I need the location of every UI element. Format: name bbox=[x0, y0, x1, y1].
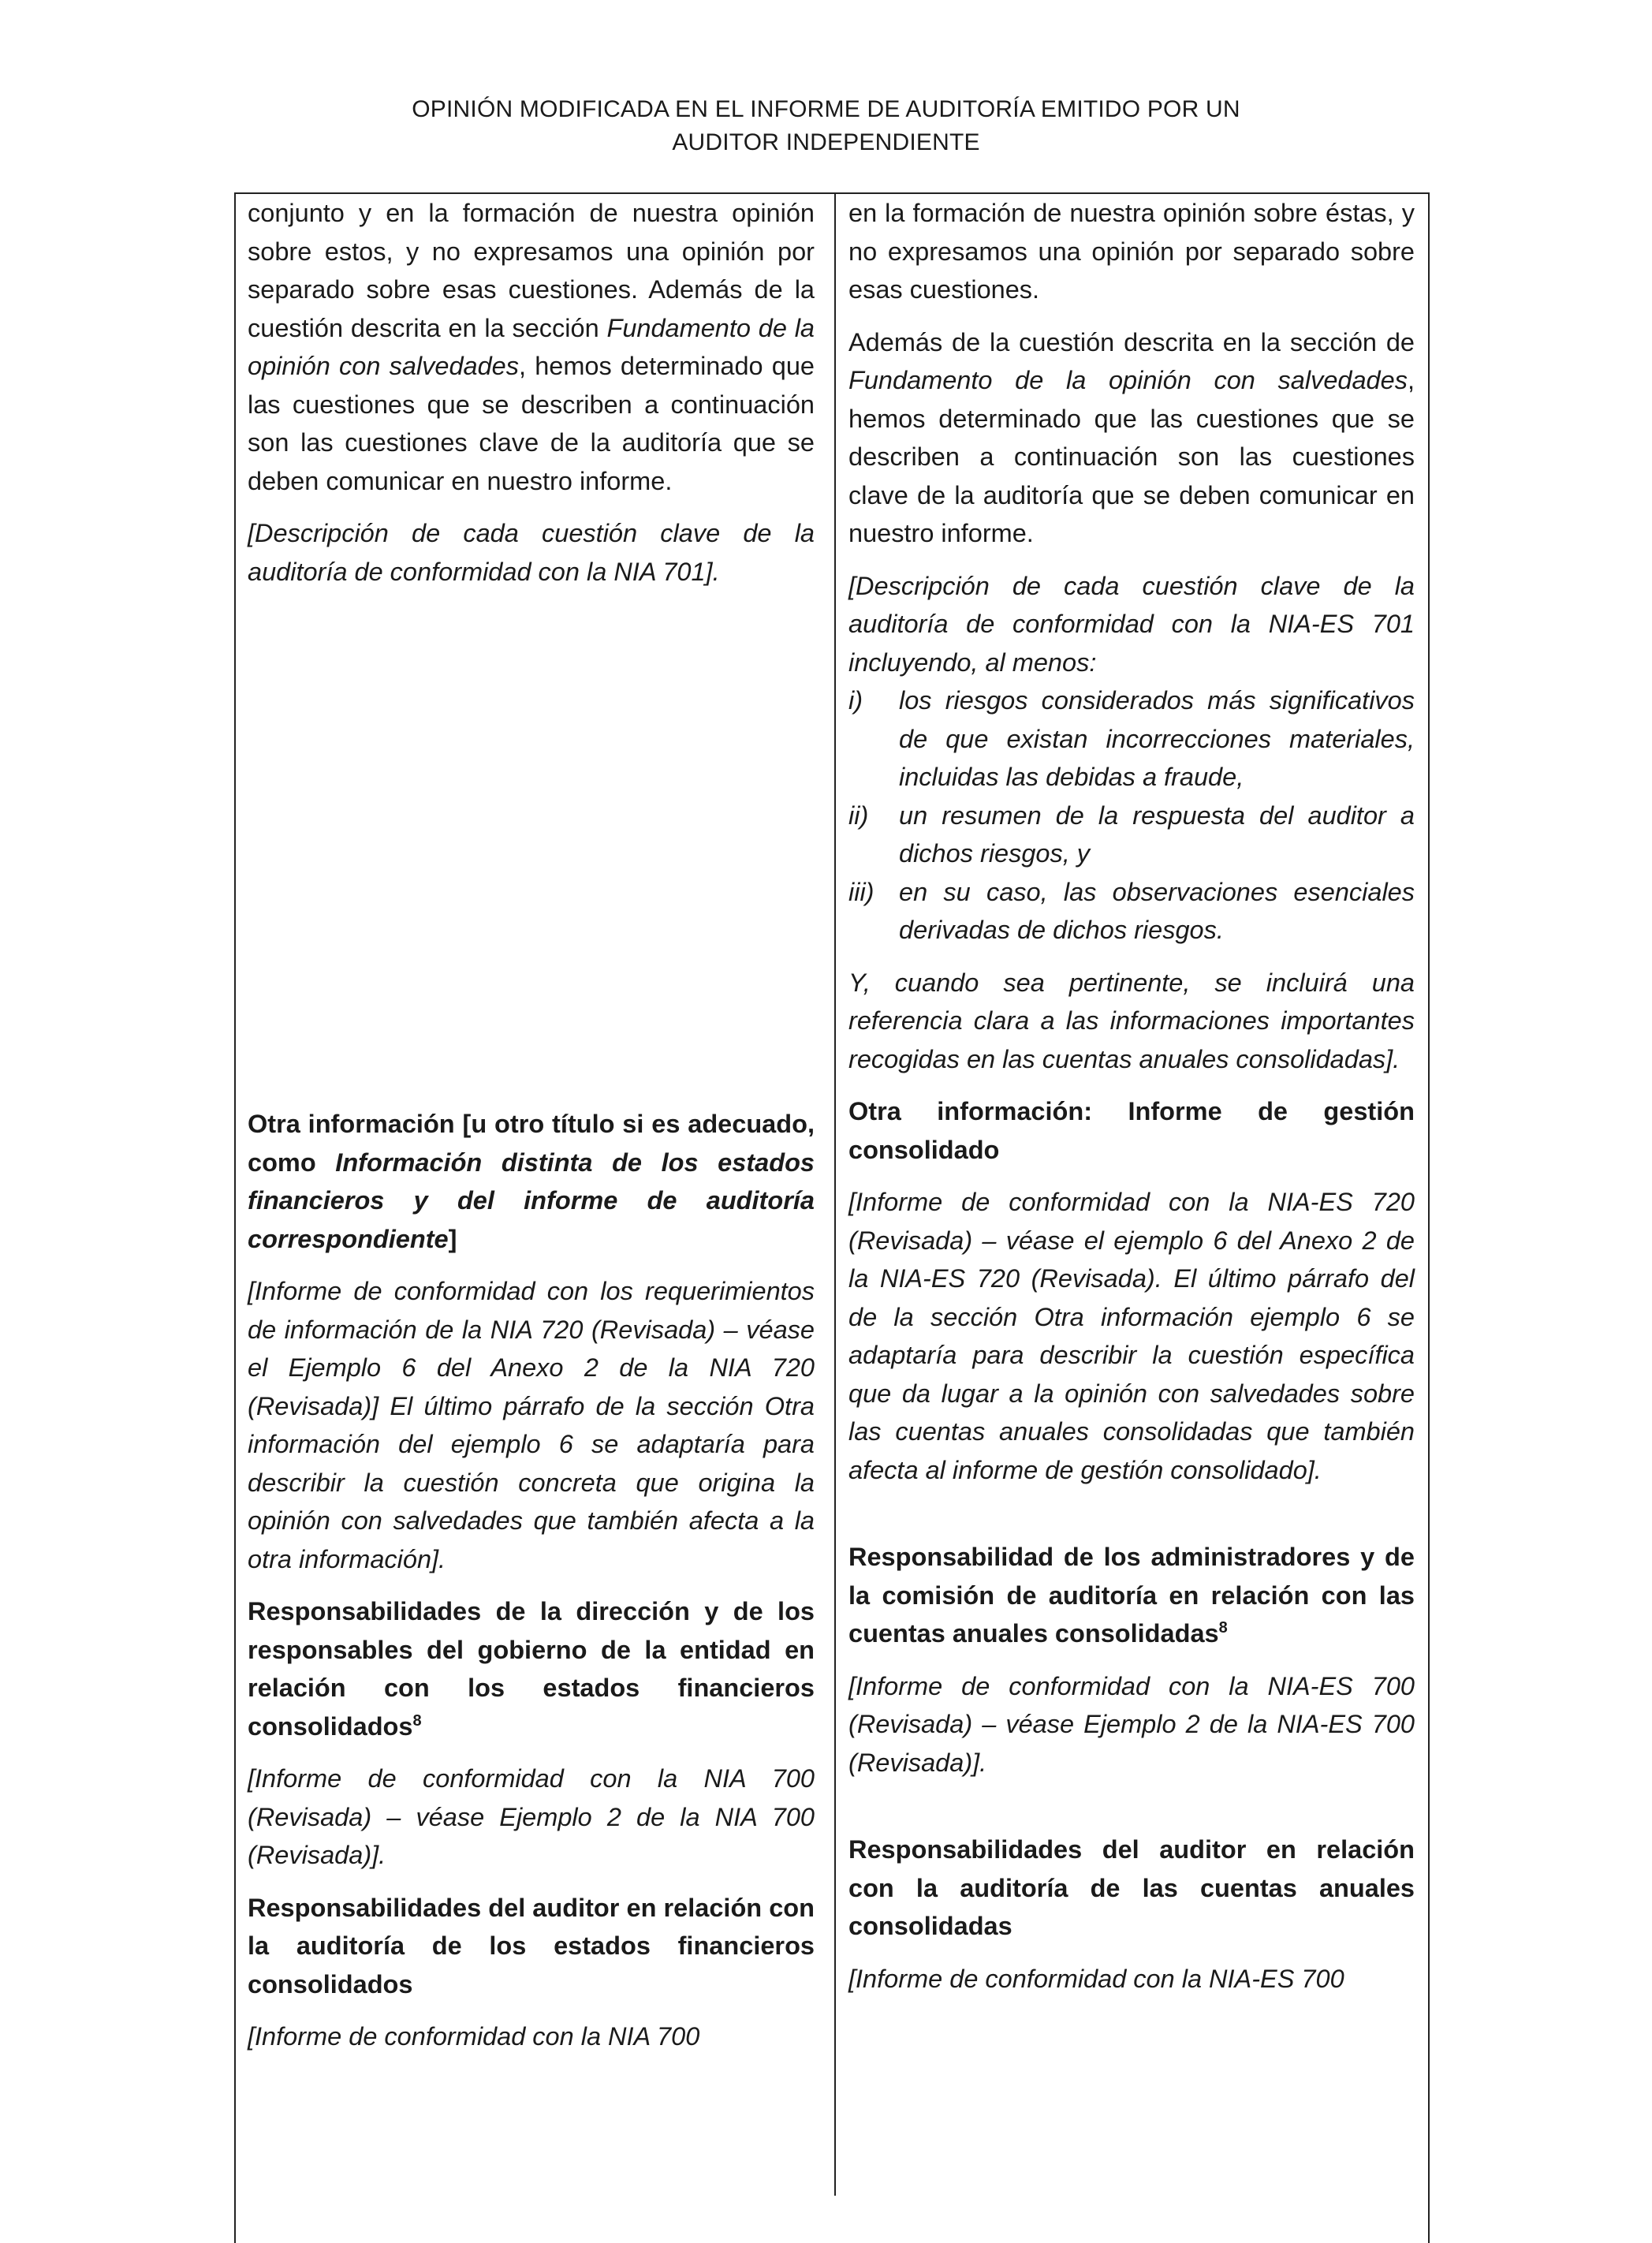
list-number: i) bbox=[848, 686, 863, 715]
left-h1-c: ] bbox=[448, 1224, 457, 1253]
left-heading-otra-informacion bbox=[248, 1105, 815, 1258]
left-paragraph-3 bbox=[248, 1272, 815, 1578]
right-p2-italic: Fundamento de la opinión con salvedades bbox=[848, 366, 1408, 394]
left-spacer-1 bbox=[248, 605, 815, 1105]
right-list-item-3 bbox=[848, 873, 1415, 950]
column-divider bbox=[834, 192, 836, 2196]
right-paragraph-6 bbox=[848, 1667, 1415, 1782]
right-paragraph-5 bbox=[848, 1183, 1415, 1489]
list-text: un resumen de la respuesta del auditor a dichos riesgos, y bbox=[899, 801, 1415, 868]
right-column bbox=[848, 194, 1415, 2012]
left-paragraph-2 bbox=[248, 514, 815, 591]
header-line-1: OPINIÓN MODIFICADA EN EL INFORME DE AUDITORÍA EMITIDO POR UN bbox=[412, 96, 1240, 122]
list-text: los riesgos considerados más significativos de que existan incorrecciones materiales, incluidas las debidas a fraude, bbox=[899, 686, 1415, 791]
right-heading-otra-informacion bbox=[848, 1092, 1415, 1169]
right-paragraph-2 bbox=[848, 323, 1415, 553]
right-p7-text: [Informe de conformidad con la NIA-ES 700 bbox=[848, 1964, 1344, 1993]
right-risk-list bbox=[848, 681, 1415, 950]
right-list-item-1 bbox=[848, 681, 1415, 797]
right-p1-text: en la formación de nuestra opinión sobre éstas, y no expresamos una opinión por separado sobre esas cuestiones. bbox=[848, 199, 1415, 304]
page-header bbox=[0, 93, 1652, 159]
left-p2-text: [Descripción de cada cuestión clave de la auditoría de conformidad con la NIA 701]. bbox=[248, 519, 815, 586]
left-p3-text: [Informe de conformidad con los requerimientos de información de la NIA 720 (Revisada) – véase el Ejemplo 6 del Anexo 2 de la NIA 720 (Revisada)] El último párrafo de la sección Otra información del ejemplo 6 se adaptaría para describir la cuestión concreta que origina la opinión con salvedades que también afecta a la otra información]. bbox=[248, 1277, 815, 1573]
right-h2-footnote: 8 bbox=[1218, 1619, 1228, 1637]
right-h1-text: Otra información: Informe de gestión consolidado bbox=[848, 1097, 1415, 1164]
right-p2-a: Además de la cuestión descrita en la sección de bbox=[848, 327, 1415, 356]
list-number: ii) bbox=[848, 801, 869, 830]
right-paragraph-4 bbox=[848, 964, 1415, 1079]
left-paragraph-1 bbox=[248, 194, 815, 500]
right-h2-text: Responsabilidad de los administradores y de la comisión de auditoría en relación con las cuentas anuales consolidadas bbox=[848, 1543, 1415, 1648]
left-h2-footnote: 8 bbox=[412, 1711, 422, 1730]
right-heading-responsabilidades-auditor bbox=[848, 1831, 1415, 1946]
list-number: iii) bbox=[848, 877, 874, 906]
right-p2-b: , hemos determinado que las cuestiones que se describen a continuación son las cuestiones clave de la auditoría que se deben comunicar en nuestro informe. bbox=[848, 366, 1415, 547]
right-paragraph-1 bbox=[848, 194, 1415, 309]
right-p5-text: [Informe de conformidad con la NIA-ES 720 (Revisada) – véase el ejemplo 6 del Anexo 2 de la NIA-ES 720 (Revisada). El último párrafo del de la sección Otra información ejemplo 6 se adaptaría para describir la cuestión específica que da lugar a la opinión con salvedades sobre las cuentas anuales consolidadas que también afecta al informe de gestión consolidado]. bbox=[848, 1188, 1415, 1484]
left-p1-text: conjunto y en la formación de nuestra opinión sobre estos, y no expresamos una opinión por separado sobre esas cuestiones. Además de la cuestión descrita en la sección bbox=[248, 199, 815, 342]
left-p1-end: , hemos determinado que las cuestiones que se describen a continuación son las cuestiones clave de la auditoría que se deben comunicar en nuestro informe. bbox=[248, 352, 815, 495]
right-paragraph-7 bbox=[848, 1960, 1415, 1999]
left-paragraph-5 bbox=[248, 2017, 815, 2056]
right-list-item-2 bbox=[848, 797, 1415, 873]
left-p4-text: [Informe de conformidad con la NIA 700 (Revisada) – véase Ejemplo 2 de la NIA 700 (Revisada)]. bbox=[248, 1764, 815, 1869]
left-heading-responsabilidades-auditor bbox=[248, 1889, 815, 2004]
right-paragraph-3 bbox=[848, 567, 1415, 682]
left-p1-italic: Fundamento de la opinión con salvedades bbox=[248, 313, 815, 380]
left-paragraph-4 bbox=[248, 1760, 815, 1875]
right-heading-responsabilidad-administradores bbox=[848, 1538, 1415, 1653]
right-h3-text: Responsabilidades del auditor en relación con la auditoría de las cuentas anuales consolidadas bbox=[848, 1835, 1415, 1940]
header-line-2: AUDITOR INDEPENDIENTE bbox=[672, 129, 980, 155]
right-p3-text: [Descripción de cada cuestión clave de la auditoría de conformidad con la NIA-ES 701 incluyendo, al menos: bbox=[848, 571, 1415, 677]
left-p5-text: [Informe de conformidad con la NIA 700 bbox=[248, 2022, 700, 2051]
right-p6-text: [Informe de conformidad con la NIA-ES 700 (Revisada) – véase Ejemplo 2 de la NIA-ES 700 (Revisada)]. bbox=[848, 1671, 1415, 1777]
list-text: en su caso, las observaciones esenciales derivadas de dichos riesgos. bbox=[899, 877, 1415, 944]
left-heading-responsabilidades-direccion bbox=[248, 1592, 815, 1745]
left-h3-text: Responsabilidades del auditor en relación con la auditoría de los estados financieros consolidados bbox=[248, 1893, 815, 1999]
right-spacer-2 bbox=[848, 1796, 1415, 1831]
right-spacer-1 bbox=[848, 1503, 1415, 1538]
left-h2-text: Responsabilidades de la dirección y de los responsables del gobierno de la entidad en relación con los estados financieros consolidados bbox=[248, 1597, 815, 1741]
left-h1-b: Información distinta de los estados financieros y del informe de auditoría correspondiente bbox=[248, 1148, 815, 1253]
left-column bbox=[248, 194, 815, 2070]
right-p4-text: Y, cuando sea pertinente, se incluirá una referencia clara a las informaciones importantes recogidas en las cuentas anuales consolidadas]. bbox=[848, 968, 1415, 1073]
left-h1-a: Otra información [u otro título si es adecuado, como bbox=[248, 1110, 815, 1177]
comparison-table bbox=[234, 192, 1430, 2243]
